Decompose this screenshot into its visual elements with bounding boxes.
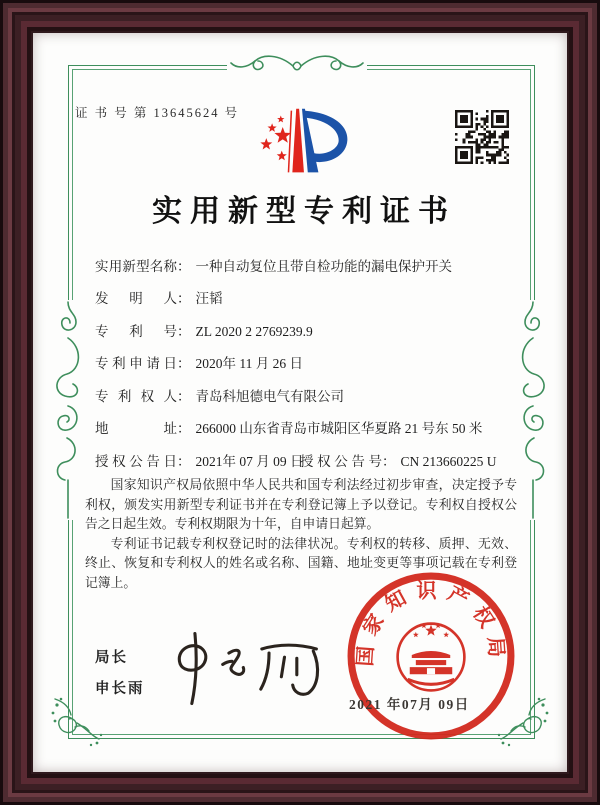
field-value: 汪韬: [195, 291, 223, 306]
field-value: 266000 山东省青岛市城阳区华夏路 21 号东 50 米: [195, 421, 483, 436]
handwritten-signature: [163, 625, 338, 710]
field-value: CN 213660225 U: [400, 454, 497, 469]
bottom-left-floral-icon: [49, 691, 105, 747]
certificate-paper: [33, 33, 567, 772]
field-row-inventor: 发明人： 汪韬: [95, 287, 223, 307]
field-label: 实用新型名称: [95, 259, 177, 274]
right-scroll-ornament-icon: [518, 300, 548, 520]
legal-paragraph-1: 国家知识产权局依照中华人民共和国专利法经过初步审查，决定授予专利权，颁发实用新型专利证书并在专利登记簿上予以登记。专利权自授权公告之日起生效。专利权期限为十年，自申请日起算。: [85, 478, 517, 532]
signer-name: 申长雨: [95, 681, 145, 697]
field-row-name: 实用新型名称： 一种自动复位且带自检功能的漏电保护开关: [95, 255, 452, 275]
field-label: 发明人: [95, 291, 177, 306]
field-grant-number: 授权公告号： CN 213660225 U: [300, 450, 497, 470]
field-label: 专利权人: [95, 389, 177, 404]
field-row-patent-no: 专利号： ZL 2020 2 2769239.9: [95, 320, 313, 340]
field-value: ZL 2020 2 2769239.9: [195, 324, 313, 339]
field-label: 专利申请日: [95, 356, 177, 371]
field-value: 一种自动复位且带自检功能的漏电保护开关: [195, 259, 452, 274]
field-value: 2021年 07 月 09 日: [195, 454, 304, 469]
field-label: 地址: [95, 421, 177, 436]
field-row-patentee: 专利权人： 青岛科旭德电气有限公司: [95, 385, 344, 405]
qr-code: [455, 110, 509, 164]
cnipa-logo-icon: [238, 101, 366, 183]
field-row-filing-date: 专利申请日： 2020年 11 月 26 日: [95, 352, 303, 372]
left-scroll-ornament-icon: [53, 300, 83, 520]
signer-title: 局长: [95, 650, 128, 666]
official-seal: [345, 570, 517, 742]
field-value: 2020年 11 月 26 日: [195, 356, 303, 371]
seal-date: 2021 年07月 09日: [349, 697, 470, 712]
field-label: 专利号: [95, 324, 177, 339]
top-scroll-ornament-icon: [227, 52, 367, 78]
field-label: 授权公告日: [95, 454, 177, 469]
national-emblem-icon: [398, 623, 465, 691]
field-row-grant: 授权公告日： 2021年 07 月 09 日 授权公告号： CN 213660225 U: [95, 450, 304, 470]
certificate-title: 实用新型专利证书: [152, 195, 456, 228]
legal-paragraph-2: 专利证书记载专利权登记时的法律状况。专利权的转移、质押、无效、终止、恢复和专利权人的姓名或名称、国籍、地址变更等事项记载在专利登记簿上。: [85, 536, 517, 590]
field-value: 青岛科旭德电气有限公司: [195, 389, 344, 404]
field-row-address: 地址： 266000 山东省青岛市城阳区华夏路 21 号东 50 米: [95, 417, 482, 437]
certificate-number: 证 书 号 第 13645624 号: [75, 106, 240, 120]
seal-ring-text: 国家知识产权局: [354, 580, 508, 668]
field-label: 授权公告号: [300, 454, 382, 469]
